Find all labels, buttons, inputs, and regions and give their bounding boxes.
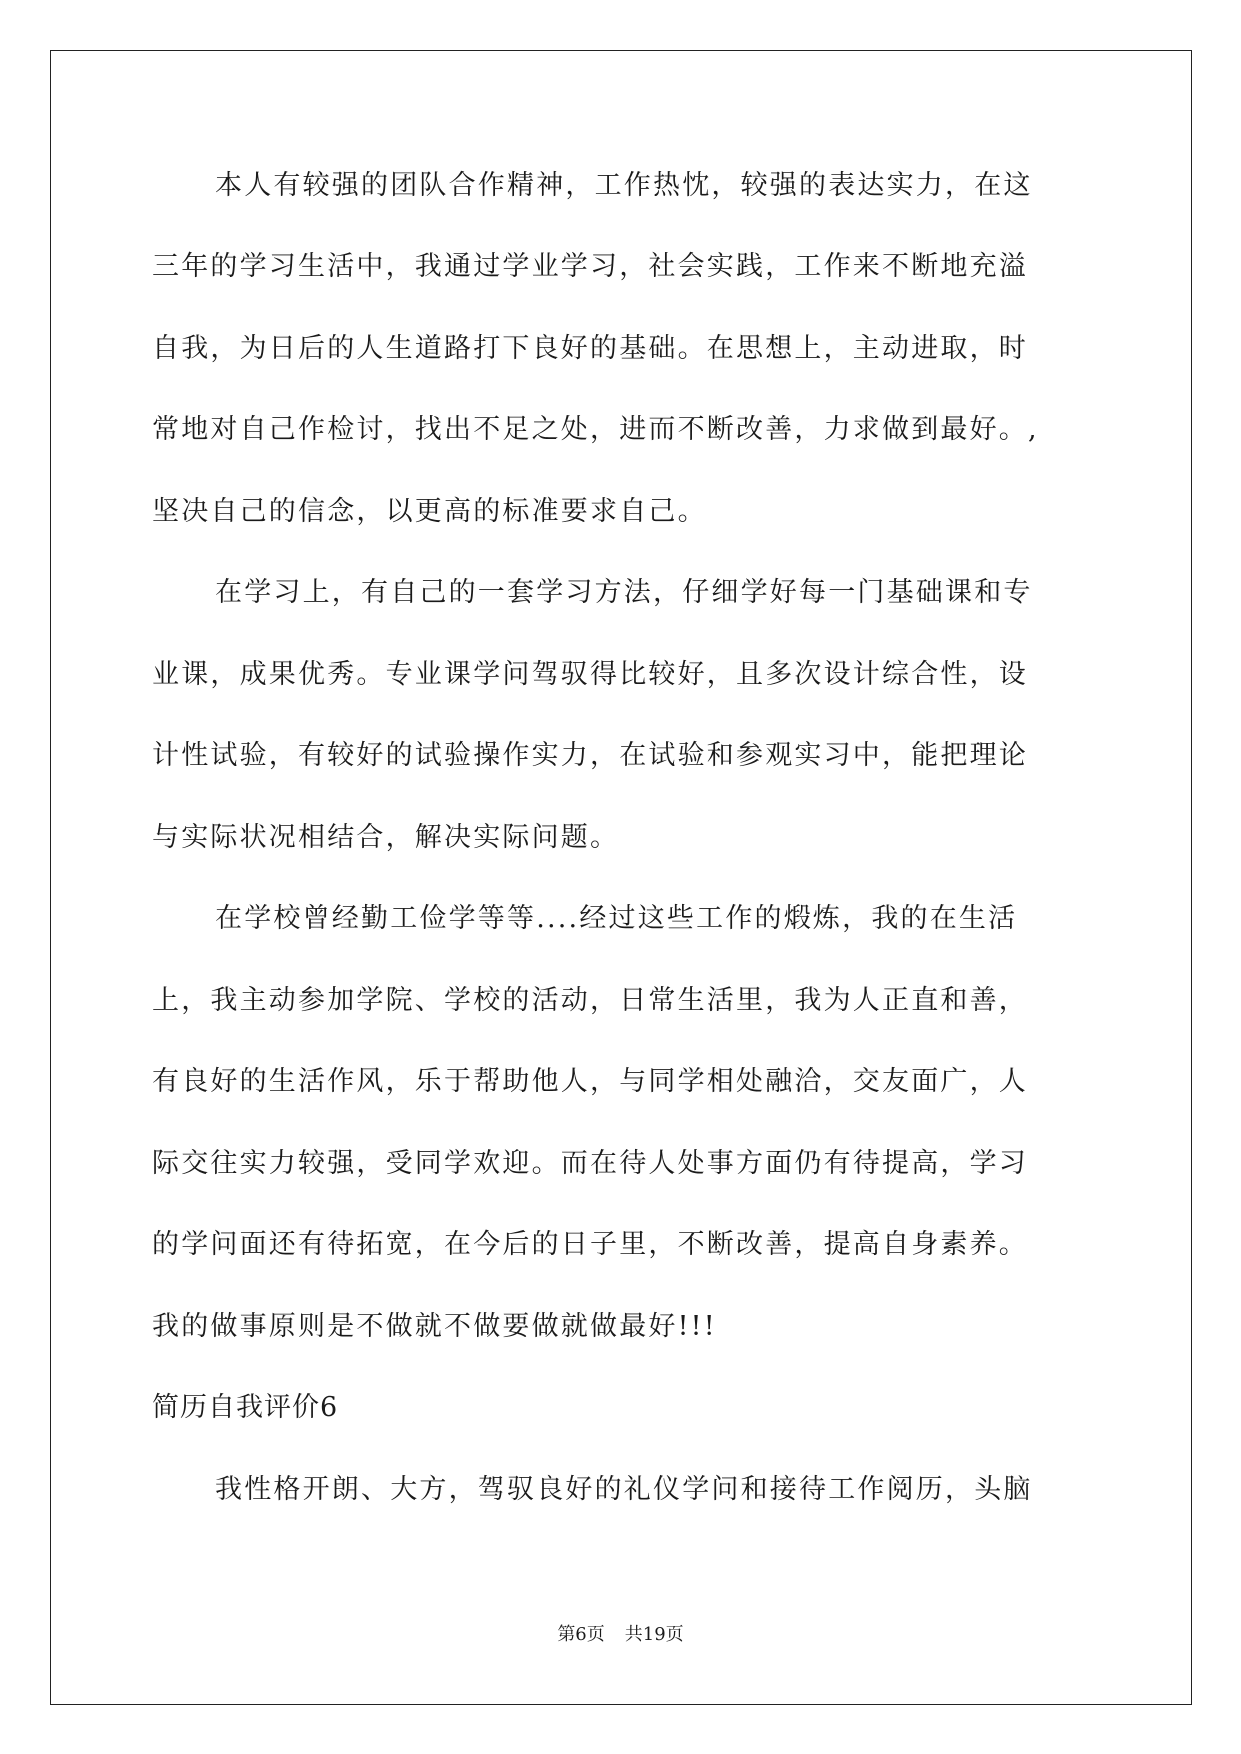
page-footer — [0, 1623, 1241, 1647]
paragraph-1-line-4: 常地对自己作检讨，找出不足之处，进而不断改善，力求做到最好。, — [152, 414, 1039, 445]
page-number: 第6页 — [557, 1624, 605, 1645]
paragraph-1-line-5: 坚决自己的信念，以更高的标准要求自己。 — [152, 496, 707, 527]
page-total: 共19页 — [624, 1624, 684, 1645]
paragraph-2-line-2: 业课，成果优秀。专业课学问驾驭得比较好，且多次设计综合性，设 — [152, 659, 1028, 690]
paragraph-2-line-1: 在学习上，有自己的一套学习方法，仔细学好每一门基础课和专 — [215, 577, 1033, 608]
paragraph-1-line-3: 自我，为日后的人生道路打下良好的基础。在思想上，主动进取，时 — [152, 333, 1028, 364]
paragraph-2-line-3: 计性试验，有较好的试验操作实力，在试验和参观实习中，能把理论 — [152, 740, 1028, 771]
paragraph-1-line-2: 三年的学习生活中，我通过学业学习，社会实践，工作来不断地充溢 — [152, 251, 1028, 282]
paragraph-3-line-2: 上，我主动参加学院、学校的活动，日常生活里，我为人正直和善， — [152, 985, 1028, 1016]
paragraph-3-line-3: 有良好的生活作风，乐于帮助他人，与同学相处融洽，交友面广，人 — [152, 1066, 1028, 1097]
paragraph-3-line-5: 的学问面还有待拓宽，在今后的日子里，不断改善，提高自身素养。 — [152, 1229, 1028, 1260]
paragraph-3-line-1: 在学校曾经勤工俭学等等....经过这些工作的煅炼，我的在生活 — [215, 903, 1018, 934]
paragraph-4-line-1: 我性格开朗、大方，驾驭良好的礼仪学问和接待工作阅历，头脑 — [215, 1474, 1033, 1505]
paragraph-2-line-4: 与实际状况相结合，解决实际问题。 — [152, 822, 620, 853]
paragraph-3-line-6: 我的做事原则是不做就不做要做就做最好!!! — [152, 1311, 717, 1342]
paragraph-1-line-1: 本人有较强的团队合作精神，工作热忱，较强的表达实力，在这 — [215, 170, 1033, 201]
paragraph-3-line-4: 际交往实力较强，受同学欢迎。而在待人处事方面仍有待提高，学习 — [152, 1148, 1028, 1179]
section-heading: 简历自我评价6 — [152, 1392, 339, 1423]
page-border — [50, 50, 1192, 1705]
